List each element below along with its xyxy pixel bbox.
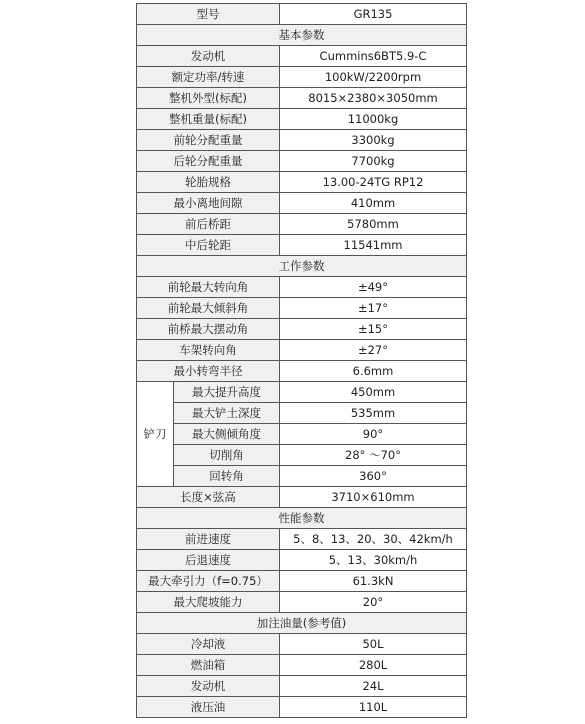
group-spec-row [137, 403, 467, 424]
spec-row [137, 634, 467, 655]
spec-table-body [137, 4, 467, 718]
spec-label: 长度×弦高 [137, 487, 280, 508]
spec-label: 最小离地间隙 [137, 193, 280, 214]
spec-value: ±15° [280, 319, 467, 340]
spec-label: 前桥最大摆动角 [137, 319, 280, 340]
spec-label: 最大牵引力（f=0.75） [137, 571, 280, 592]
spec-label: 整机重量(标配) [137, 109, 280, 130]
spec-row [137, 4, 467, 25]
spec-row [137, 550, 467, 571]
spec-row [137, 235, 467, 256]
spec-label: 车架转向角 [137, 340, 280, 361]
spec-label: 燃油箱 [137, 655, 280, 676]
spec-value: ±27° [280, 340, 467, 361]
spec-value: 20° [280, 592, 467, 613]
spec-label: 液压油 [137, 697, 280, 718]
spec-table [136, 3, 467, 718]
spec-value: 535mm [280, 403, 467, 424]
spec-value: 5、8、13、20、30、42km/h [280, 529, 467, 550]
spec-row [137, 277, 467, 298]
spec-row [137, 487, 467, 508]
spec-label: 最大铲土深度 [174, 403, 280, 424]
spec-row [137, 592, 467, 613]
spec-value: 280L [280, 655, 467, 676]
spec-label: 发动机 [137, 676, 280, 697]
section-header-row [137, 256, 467, 277]
spec-value: 110L [280, 697, 467, 718]
spec-row [137, 340, 467, 361]
group-spec-row [137, 445, 467, 466]
section-header-row [137, 25, 467, 46]
spec-value: 3710×610mm [280, 487, 467, 508]
spec-row [137, 214, 467, 235]
spec-label: 前后桥距 [137, 214, 280, 235]
spec-value: 8015×2380×3050mm [280, 88, 467, 109]
spec-label: 额定功率/转速 [137, 67, 280, 88]
spec-value: 50L [280, 634, 467, 655]
spec-value: 360° [280, 466, 467, 487]
spec-value: 5780mm [280, 214, 467, 235]
spec-value: ±17° [280, 298, 467, 319]
spec-value: 11541mm [280, 235, 467, 256]
section-title: 加注油量(参考值) [137, 613, 467, 634]
spec-row [137, 676, 467, 697]
spec-label: 后轮分配重量 [137, 151, 280, 172]
spec-row [137, 67, 467, 88]
spec-row [137, 88, 467, 109]
spec-row [137, 571, 467, 592]
spec-row [137, 130, 467, 151]
spec-value: 13.00-24TG RP12 [280, 172, 467, 193]
spec-value: 28° ～70° [280, 445, 467, 466]
spec-value: 90° [280, 424, 467, 445]
spec-label: 前进速度 [137, 529, 280, 550]
spec-row [137, 529, 467, 550]
section-header-row [137, 613, 467, 634]
spec-row [137, 46, 467, 67]
spec-row [137, 193, 467, 214]
spec-value: 11000kg [280, 109, 467, 130]
group-spec-row [137, 466, 467, 487]
spec-value: ±49° [280, 277, 467, 298]
spec-label: 最大爬坡能力 [137, 592, 280, 613]
spec-label: 中后轮距 [137, 235, 280, 256]
spec-label: 整机外型(标配) [137, 88, 280, 109]
spec-row [137, 697, 467, 718]
spec-value: 100kW/2200rpm [280, 67, 467, 88]
spec-value: GR135 [280, 4, 467, 25]
spec-row [137, 319, 467, 340]
section-title: 性能参数 [137, 508, 467, 529]
spec-value: 61.3kN [280, 571, 467, 592]
spec-value: 3300kg [280, 130, 467, 151]
spec-row [137, 151, 467, 172]
spec-label: 最小转弯半径 [137, 361, 280, 382]
spec-row [137, 655, 467, 676]
spec-value: 7700kg [280, 151, 467, 172]
spec-label: 发动机 [137, 46, 280, 67]
section-title: 基本参数 [137, 25, 467, 46]
spec-value: 24L [280, 676, 467, 697]
spec-label: 冷却液 [137, 634, 280, 655]
spec-label: 最大提升高度 [174, 382, 280, 403]
spec-value: 5、13、30km/h [280, 550, 467, 571]
spec-row [137, 109, 467, 130]
group-spec-row [137, 424, 467, 445]
spec-label: 前轮最大转向角 [137, 277, 280, 298]
spec-row [137, 361, 467, 382]
spec-value: 6.6mm [280, 361, 467, 382]
spec-value: 410mm [280, 193, 467, 214]
spec-row [137, 172, 467, 193]
spec-label: 最大侧倾角度 [174, 424, 280, 445]
group-label: 铲刀 [137, 382, 174, 487]
spec-label: 回转角 [174, 466, 280, 487]
spec-value: Cummins6BT5.9-C [280, 46, 467, 67]
spec-label: 轮胎规格 [137, 172, 280, 193]
spec-label: 前轮最大倾斜角 [137, 298, 280, 319]
spec-value: 450mm [280, 382, 467, 403]
group-spec-row [137, 382, 467, 403]
spec-label: 前轮分配重量 [137, 130, 280, 151]
spec-row [137, 298, 467, 319]
spec-label: 后退速度 [137, 550, 280, 571]
spec-label: 切削角 [174, 445, 280, 466]
section-header-row [137, 508, 467, 529]
spec-label: 型号 [137, 4, 280, 25]
section-title: 工作参数 [137, 256, 467, 277]
